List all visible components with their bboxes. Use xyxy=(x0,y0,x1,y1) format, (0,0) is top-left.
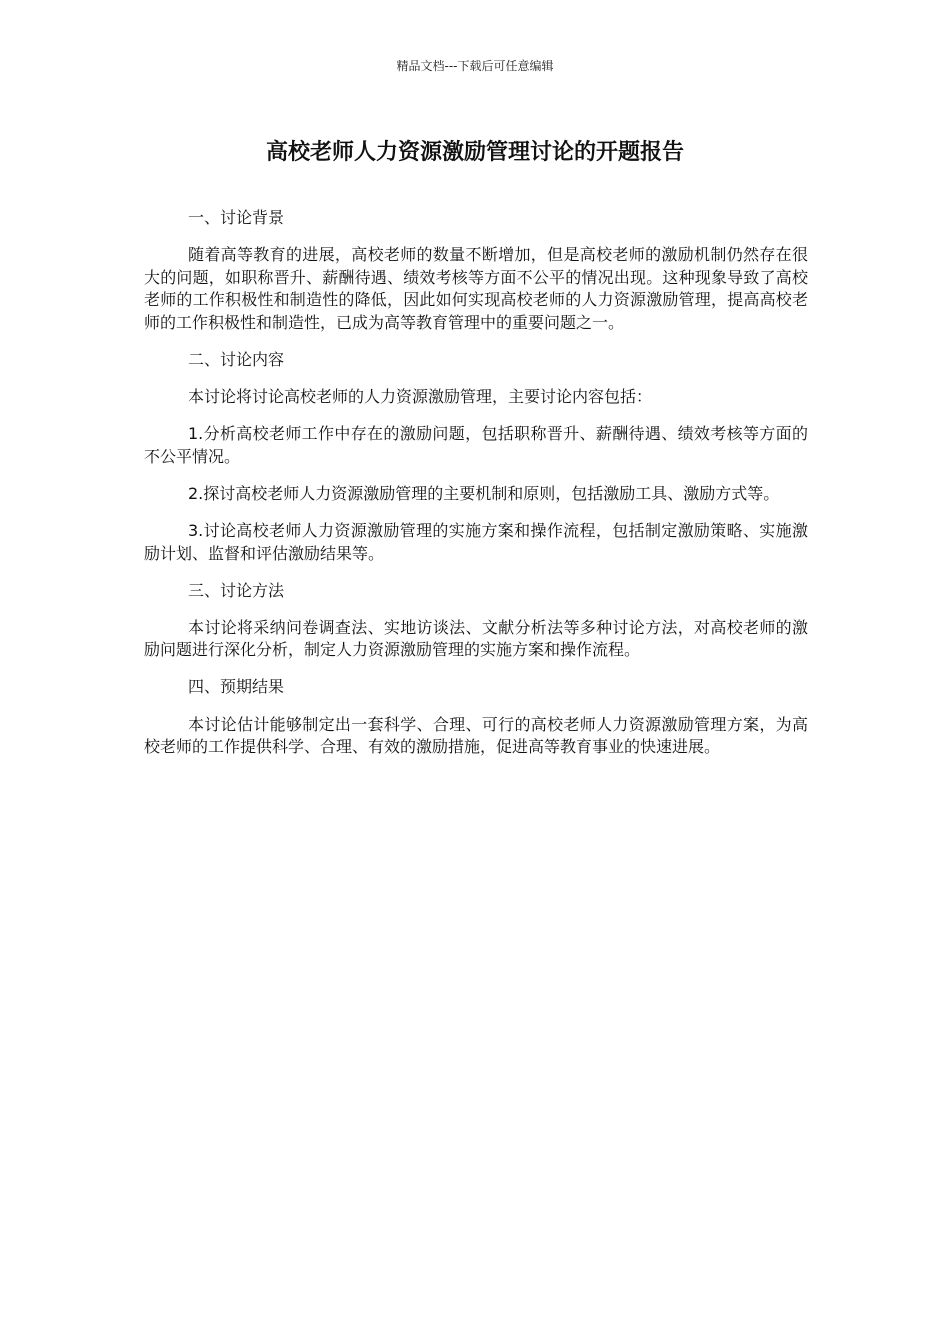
paragraph-method: 本讨论将采纳问卷调查法、实地访谈法、文献分析法等多种讨论方法，对高校老师的激励问题进行深化分析，制定人力资源激励管理的实施方案和操作流程。 xyxy=(144,617,808,660)
list-item-content-1: 1.分析高校老师工作中存在的激励问题，包括职称晋升、薪酬待遇、绩效考核等方面的不公平情况。 xyxy=(144,424,808,466)
page-header-watermark: 精品文档---下载后可任意编辑 xyxy=(396,59,554,73)
section-heading-method: 三、讨论方法 xyxy=(188,580,285,600)
paragraph-content-intro: 本讨论将讨论高校老师的人力资源激励管理，主要讨论内容包括： xyxy=(188,387,653,407)
document-body xyxy=(144,207,808,773)
section-heading-background: 一、讨论背景 xyxy=(188,208,285,227)
paragraph-result: 本讨论估计能够制定出一套科学、合理、可行的高校老师人力资源激励管理方案，为高校老师的工作提供科学、合理、有效的激励措施，促进高等教育事业的快速进展。 xyxy=(144,714,808,757)
document-title: 高校老师人力资源激励管理讨论的开题报告 xyxy=(265,140,684,165)
section-heading-result: 四、预期结果 xyxy=(188,677,285,697)
list-item-content-2: 2.探讨高校老师人力资源激励管理的主要机制和原则，包括激励工具、激励方式等。 xyxy=(188,483,780,503)
paragraph-background: 随着高等教育的进展，高校老师的数量不断增加，但是高校老师的激励机制仍然存在很大的问题，如职称晋升、薪酬待遇、绩效考核等方面不公平的情况出现。这种现象导致了高校老师的工作积极性和制造性的降低，因此如何实现高校老师的人力资源激励管理，提高高校老师的工作积极性和制造性，已成为高等教育管理中的重要问题之一。 xyxy=(144,245,808,332)
list-item-content-3: 3.讨论高校老师人力资源激励管理的实施方案和操作流程，包括制定激励策略、实施激励计划、监督和评估激励结果等。 xyxy=(144,520,808,563)
section-heading-content: 二、讨论内容 xyxy=(188,349,285,369)
